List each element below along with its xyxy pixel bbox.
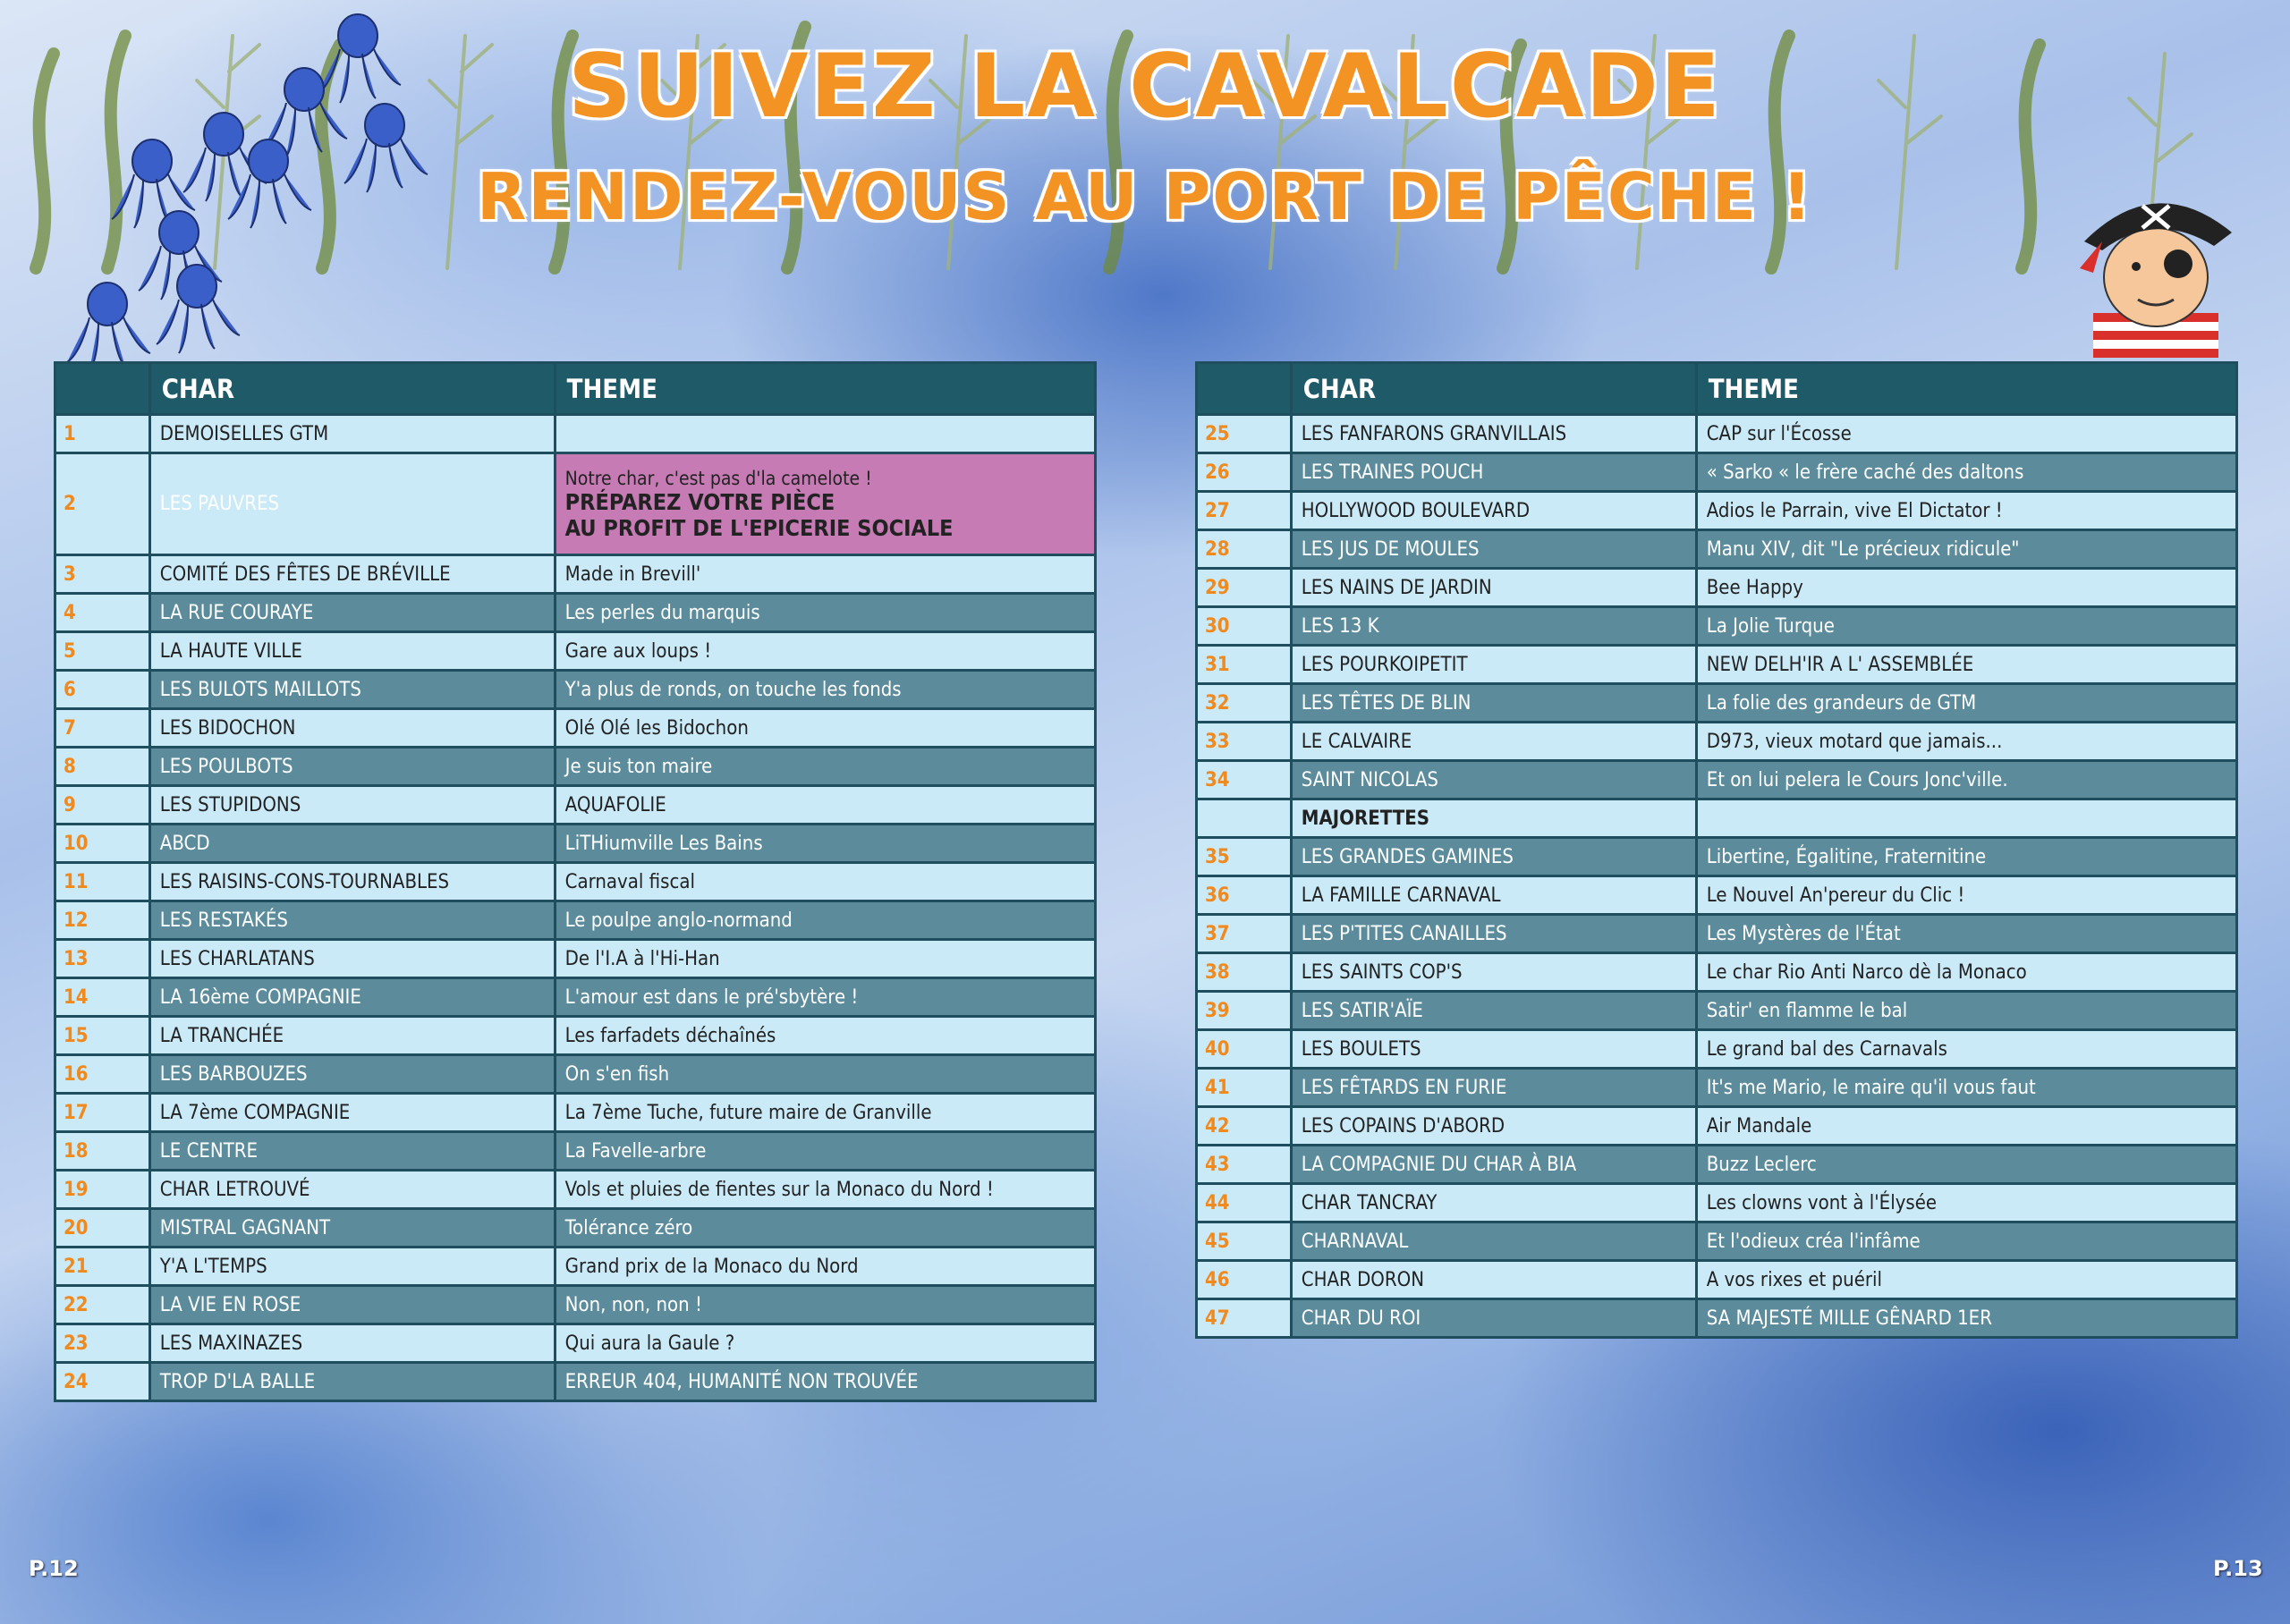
row-number: 3	[55, 555, 150, 594]
table-row	[55, 671, 1096, 709]
row-number: 43	[1197, 1146, 1292, 1184]
row-number: 35	[1197, 838, 1292, 876]
char-theme: ERREUR 404, HUMANITÉ NON TROUVÉE	[555, 1363, 1095, 1401]
header-number	[55, 363, 150, 415]
char-theme: Adios le Parrain, vive El Dictator !	[1696, 492, 2236, 530]
char-name: LA 16ème COMPAGNIE	[149, 978, 555, 1017]
char-name: LES FANFARONS GRANVILLAIS	[1291, 415, 1696, 453]
parade-table-left	[54, 361, 1097, 1402]
table-row	[55, 825, 1096, 863]
table-row	[1197, 723, 2237, 761]
row-number: 6	[55, 671, 150, 709]
header-char: CHAR	[1291, 363, 1696, 415]
char-name: LES STUPIDONS	[149, 786, 555, 825]
char-name: TROP D'LA BALLE	[149, 1363, 555, 1401]
char-name: LA RUE COURAYE	[149, 594, 555, 632]
char-theme: NEW DELH'IR A L' ASSEMBLÉE	[1696, 646, 2236, 684]
char-theme: Buzz Leclerc	[1696, 1146, 2236, 1184]
page-title: SUIVEZ LA CAVALCADE	[568, 36, 1722, 138]
char-theme: AQUAFOLIE	[555, 786, 1095, 825]
table-row	[55, 1324, 1096, 1363]
char-theme: SA MAJESTÉ MILLE GÊNARD 1ER	[1696, 1299, 2236, 1338]
char-theme	[555, 415, 1095, 453]
char-name: ABCD	[149, 825, 555, 863]
row-number: 39	[1197, 992, 1292, 1030]
char-name: LE CALVAIRE	[1291, 723, 1696, 761]
row-number: 2	[55, 453, 150, 555]
table-row	[1197, 876, 2237, 915]
char-name: HOLLYWOOD BOULEVARD	[1291, 492, 1696, 530]
header-theme: THEME	[1696, 363, 2236, 415]
table-row	[55, 978, 1096, 1017]
page-number-left: P.12	[29, 1556, 79, 1581]
char-theme: Le char Rio Anti Narco dè la Monaco	[1696, 953, 2236, 992]
row-number: 1	[55, 415, 150, 453]
header-number	[1197, 363, 1292, 415]
char-theme: LiTHiumville Les Bains	[555, 825, 1095, 863]
page-subtitle: RENDEZ-VOUS AU PORT DE PÊCHE !	[476, 159, 1814, 234]
row-number: 29	[1197, 569, 1292, 607]
table-row	[1197, 953, 2237, 992]
char-name: SAINT NICOLAS	[1291, 761, 1696, 799]
char-name: LES POULBOTS	[149, 748, 555, 786]
row-number: 16	[55, 1055, 150, 1094]
row-number: 36	[1197, 876, 1292, 915]
row-number: 40	[1197, 1030, 1292, 1069]
row-number: 37	[1197, 915, 1292, 953]
char-name: LES BOULETS	[1291, 1030, 1696, 1069]
table-row	[55, 863, 1096, 901]
row-number: 14	[55, 978, 150, 1017]
char-name: LES TÊTES DE BLIN	[1291, 684, 1696, 723]
char-name: LES SATIR'AÏE	[1291, 992, 1696, 1030]
table-row	[55, 594, 1096, 632]
table-row	[1197, 684, 2237, 723]
table-row	[1197, 1069, 2237, 1107]
char-name: LE CENTRE	[149, 1132, 555, 1171]
parade-table-right	[1195, 361, 2238, 1339]
row-number: 13	[55, 940, 150, 978]
row-number: 27	[1197, 492, 1292, 530]
table-row	[55, 555, 1096, 594]
table-row	[1197, 915, 2237, 953]
table-row	[55, 453, 1096, 555]
row-number: 17	[55, 1094, 150, 1132]
row-number: 47	[1197, 1299, 1292, 1338]
row-number: 31	[1197, 646, 1292, 684]
row-number: 23	[55, 1324, 150, 1363]
table-row	[1197, 415, 2237, 453]
char-theme: A vos rixes et puéril	[1696, 1261, 2236, 1299]
header-theme: THEME	[555, 363, 1095, 415]
char-theme: La Favelle-arbre	[555, 1132, 1095, 1171]
row-number: 21	[55, 1248, 150, 1286]
table-row	[1197, 492, 2237, 530]
char-name: Y'A L'TEMPS	[149, 1248, 555, 1286]
table-row	[1197, 1146, 2237, 1184]
theme-callout: PRÉPAREZ VOTRE PIÈCE	[564, 488, 835, 515]
table-row	[55, 1286, 1096, 1324]
row-number: 46	[1197, 1261, 1292, 1299]
row-number: 15	[55, 1017, 150, 1055]
char-name: LES BIDOCHON	[149, 709, 555, 748]
table-row	[1197, 761, 2237, 799]
table-row	[55, 1055, 1096, 1094]
char-name: LA HAUTE VILLE	[149, 632, 555, 671]
char-name: LA TRANCHÉE	[149, 1017, 555, 1055]
char-name: LA FAMILLE CARNAVAL	[1291, 876, 1696, 915]
char-name: LES RESTAKÉS	[149, 901, 555, 940]
row-number: 41	[1197, 1069, 1292, 1107]
char-name: CHAR LETROUVÉ	[149, 1171, 555, 1209]
char-name: LES 13 K	[1291, 607, 1696, 646]
table-row	[1197, 569, 2237, 607]
char-name: LES POURKOIPETIT	[1291, 646, 1696, 684]
char-name: CHAR TANCRAY	[1291, 1184, 1696, 1222]
char-name: LES JUS DE MOULES	[1291, 530, 1696, 569]
char-theme	[555, 453, 1095, 555]
char-name: LA COMPAGNIE DU CHAR À BIA	[1291, 1146, 1696, 1184]
table-row	[55, 901, 1096, 940]
table-row	[1197, 530, 2237, 569]
char-name: LES PAUVRES	[149, 453, 555, 555]
table-row	[1197, 1261, 2237, 1299]
char-name: MISTRAL GAGNANT	[149, 1209, 555, 1248]
table-row	[1197, 453, 2237, 492]
row-number: 10	[55, 825, 150, 863]
table-row	[55, 1017, 1096, 1055]
row-number: 42	[1197, 1107, 1292, 1146]
row-number: 34	[1197, 761, 1292, 799]
char-name: CHAR DU ROI	[1291, 1299, 1696, 1338]
char-theme: Les farfadets déchaînés	[555, 1017, 1095, 1055]
table-row	[1197, 992, 2237, 1030]
char-name: LES TRAINES POUCH	[1291, 453, 1696, 492]
char-name: LES SAINTS COP'S	[1291, 953, 1696, 992]
char-theme: Manu XIV, dit "Le précieux ridicule"	[1696, 530, 2236, 569]
row-number: 9	[55, 786, 150, 825]
char-theme: Gare aux loups !	[555, 632, 1095, 671]
row-number: 25	[1197, 415, 1292, 453]
char-theme: Les clowns vont à l'Élysée	[1696, 1184, 2236, 1222]
table-row	[55, 1094, 1096, 1132]
char-name: MAJORETTES	[1291, 799, 1696, 838]
row-number: 20	[55, 1209, 150, 1248]
char-theme: La Jolie Turque	[1696, 607, 2236, 646]
table-row	[1197, 838, 2237, 876]
row-number: 28	[1197, 530, 1292, 569]
theme-line: Notre char, c'est pas d'la camelote !	[564, 467, 872, 489]
char-theme: La 7ème Tuche, future maire de Granville	[555, 1094, 1095, 1132]
row-number: 22	[55, 1286, 150, 1324]
table-row	[1197, 1030, 2237, 1069]
char-theme: Y'a plus de ronds, on touche les fonds	[555, 671, 1095, 709]
table-row	[1197, 1222, 2237, 1261]
row-number: 4	[55, 594, 150, 632]
row-number: 30	[1197, 607, 1292, 646]
char-theme: Libertine, Égalitine, Fraternitine	[1696, 838, 2236, 876]
table-row	[55, 748, 1096, 786]
char-name: LES GRANDES GAMINES	[1291, 838, 1696, 876]
char-name: CHARNAVAL	[1291, 1222, 1696, 1261]
theme-callout: AU PROFIT DE L'EPICERIE SOCIALE	[564, 514, 954, 541]
row-number	[1197, 799, 1292, 838]
row-number: 32	[1197, 684, 1292, 723]
char-theme: Le grand bal des Carnavals	[1696, 1030, 2236, 1069]
char-theme: La folie des grandeurs de GTM	[1696, 684, 2236, 723]
table-row	[55, 709, 1096, 748]
char-theme: De l'I.A à l'Hi-Han	[555, 940, 1095, 978]
char-theme: Qui aura la Gaule ?	[555, 1324, 1095, 1363]
row-number: 8	[55, 748, 150, 786]
char-name: COMITÉ DES FÊTES DE BRÉVILLE	[149, 555, 555, 594]
char-theme: Les perles du marquis	[555, 594, 1095, 632]
char-name: LES P'TITES CANAILLES	[1291, 915, 1696, 953]
table-row	[55, 940, 1096, 978]
char-theme: Et on lui pelera le Cours Jonc'ville.	[1696, 761, 2236, 799]
table-row	[55, 786, 1096, 825]
char-name: LA 7ème COMPAGNIE	[149, 1094, 555, 1132]
char-theme: Air Mandale	[1696, 1107, 2236, 1146]
row-number: 19	[55, 1171, 150, 1209]
row-number: 18	[55, 1132, 150, 1171]
table-row	[55, 1363, 1096, 1401]
char-theme: Made in Brevill'	[555, 555, 1095, 594]
char-theme: Satir' en flamme le bal	[1696, 992, 2236, 1030]
table-row	[1197, 1299, 2237, 1338]
char-name: LES COPAINS D'ABORD	[1291, 1107, 1696, 1146]
char-theme: Carnaval fiscal	[555, 863, 1095, 901]
char-theme: Vols et pluies de fientes sur la Monaco du Nord !	[555, 1171, 1095, 1209]
char-theme: Et l'odieux créa l'infâme	[1696, 1222, 2236, 1261]
char-theme: Non, non, non !	[555, 1286, 1095, 1324]
char-theme: Le Nouvel An'pereur du Clic !	[1696, 876, 2236, 915]
row-number: 12	[55, 901, 150, 940]
table-row	[55, 415, 1096, 453]
row-number: 45	[1197, 1222, 1292, 1261]
char-theme: Tolérance zéro	[555, 1209, 1095, 1248]
header-char: CHAR	[149, 363, 555, 415]
char-name: LES CHARLATANS	[149, 940, 555, 978]
table-row	[1197, 799, 2237, 838]
char-theme: Olé Olé les Bidochon	[555, 709, 1095, 748]
char-theme: Grand prix de la Monaco du Nord	[555, 1248, 1095, 1286]
char-name: LA VIE EN ROSE	[149, 1286, 555, 1324]
char-theme: « Sarko « le frère caché des daltons	[1696, 453, 2236, 492]
row-number: 7	[55, 709, 150, 748]
char-theme: Bee Happy	[1696, 569, 2236, 607]
row-number: 26	[1197, 453, 1292, 492]
char-name: CHAR DORON	[1291, 1261, 1696, 1299]
table-header-row	[55, 363, 1096, 415]
char-theme: On s'en fish	[555, 1055, 1095, 1094]
row-number: 38	[1197, 953, 1292, 992]
char-name: DEMOISELLES GTM	[149, 415, 555, 453]
char-name: LES MAXINAZES	[149, 1324, 555, 1363]
row-number: 44	[1197, 1184, 1292, 1222]
table-row	[1197, 607, 2237, 646]
char-theme: Les Mystères de l'État	[1696, 915, 2236, 953]
table-row	[55, 1171, 1096, 1209]
row-number: 33	[1197, 723, 1292, 761]
char-theme: D973, vieux motard que jamais...	[1696, 723, 2236, 761]
table-row	[55, 1209, 1096, 1248]
char-name: LES RAISINS-CONS-TOURNABLES	[149, 863, 555, 901]
page-number-right: P.13	[2213, 1556, 2263, 1581]
row-number: 11	[55, 863, 150, 901]
char-theme: Le poulpe anglo-normand	[555, 901, 1095, 940]
row-number: 5	[55, 632, 150, 671]
char-name: LES FÊTARDS EN FURIE	[1291, 1069, 1696, 1107]
row-number: 24	[55, 1363, 150, 1401]
char-name: LES NAINS DE JARDIN	[1291, 569, 1696, 607]
char-theme: L'amour est dans le pré'sbytère !	[555, 978, 1095, 1017]
table-row	[55, 1248, 1096, 1286]
char-theme: It's me Mario, le maire qu'il vous faut	[1696, 1069, 2236, 1107]
table-row	[1197, 1107, 2237, 1146]
char-theme: Je suis ton maire	[555, 748, 1095, 786]
table-row	[1197, 646, 2237, 684]
char-theme	[1696, 799, 2236, 838]
char-theme: CAP sur l'Écosse	[1696, 415, 2236, 453]
char-name: LES BARBOUZES	[149, 1055, 555, 1094]
table-row	[55, 632, 1096, 671]
char-name: LES BULOTS MAILLOTS	[149, 671, 555, 709]
table-row	[55, 1132, 1096, 1171]
table-row	[1197, 1184, 2237, 1222]
table-header-row	[1197, 363, 2237, 415]
